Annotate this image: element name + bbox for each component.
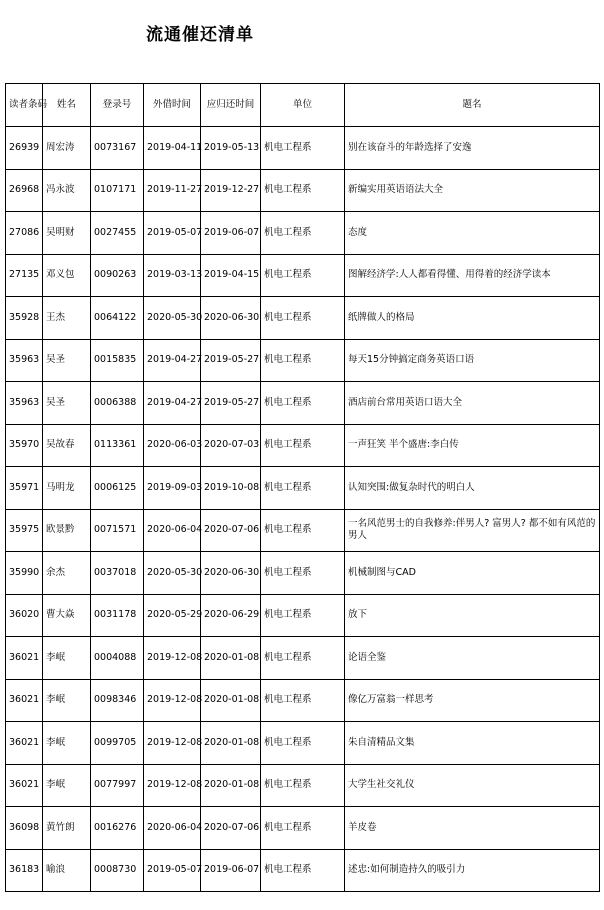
- cell-department: 机电工程系: [261, 807, 345, 850]
- cell-reader-name: 周宏涛: [43, 127, 91, 170]
- col-header-accession-no: 登录号: [91, 84, 144, 127]
- cell-accession-no: 0037018: [91, 552, 144, 595]
- cell-due-date: 2020-01-08: [201, 637, 261, 680]
- cell-reader-name: 吴故春: [43, 424, 91, 467]
- cell-accession-no: 0008730: [91, 849, 144, 892]
- cell-accession-no: 0064122: [91, 297, 144, 340]
- cell-reader-barcode: 35970: [6, 424, 43, 467]
- table-row: [6, 679, 600, 722]
- cell-book-title: 新编实用英语语法大全: [345, 169, 600, 212]
- cell-loan-date: 2019-05-07: [144, 212, 201, 255]
- cell-book-title: 羊皮卷: [345, 807, 600, 850]
- table-row: [6, 212, 600, 255]
- cell-department: 机电工程系: [261, 594, 345, 637]
- table-row: [6, 424, 600, 467]
- col-header-name: 姓名: [43, 84, 91, 127]
- cell-reader-barcode: 35963: [6, 339, 43, 382]
- cell-accession-no: 0107171: [91, 169, 144, 212]
- cell-reader-name: 李岷: [43, 637, 91, 680]
- cell-loan-date: 2019-05-07: [144, 849, 201, 892]
- cell-department: 机电工程系: [261, 722, 345, 765]
- cell-department: 机电工程系: [261, 169, 345, 212]
- cell-accession-no: 0031178: [91, 594, 144, 637]
- cell-accession-no: 0099705: [91, 722, 144, 765]
- cell-loan-date: 2020-06-04: [144, 807, 201, 850]
- col-header-due-date: 应归还时间: [201, 84, 261, 127]
- cell-book-title: 态度: [345, 212, 600, 255]
- table-row: [6, 594, 600, 637]
- cell-department: 机电工程系: [261, 552, 345, 595]
- cell-loan-date: 2019-12-08: [144, 637, 201, 680]
- cell-reader-name: 余杰: [43, 552, 91, 595]
- table-row: [6, 722, 600, 765]
- cell-loan-date: 2019-12-08: [144, 764, 201, 807]
- cell-reader-name: 喻浪: [43, 849, 91, 892]
- cell-due-date: 2019-06-07: [201, 212, 261, 255]
- cell-due-date: 2019-05-13: [201, 127, 261, 170]
- cell-reader-name: 李岷: [43, 722, 91, 765]
- cell-reader-barcode: 36098: [6, 807, 43, 850]
- cell-due-date: 2019-06-07: [201, 849, 261, 892]
- table-row: [6, 254, 600, 297]
- cell-book-title: 每天15分钟搞定商务英语口语: [345, 339, 600, 382]
- cell-department: 机电工程系: [261, 637, 345, 680]
- cell-book-title: 一声狂笑 半个盛唐:李白传: [345, 424, 600, 467]
- cell-department: 机电工程系: [261, 127, 345, 170]
- cell-accession-no: 0027455: [91, 212, 144, 255]
- cell-accession-no: 0016276: [91, 807, 144, 850]
- cell-department: 机电工程系: [261, 509, 345, 552]
- cell-reader-barcode: 26939: [6, 127, 43, 170]
- cell-due-date: 2020-01-08: [201, 722, 261, 765]
- cell-reader-barcode: 36183: [6, 849, 43, 892]
- cell-book-title: 别在该奋斗的年龄选择了安逸: [345, 127, 600, 170]
- cell-due-date: 2020-07-06: [201, 509, 261, 552]
- cell-department: 机电工程系: [261, 254, 345, 297]
- cell-loan-date: 2019-09-03: [144, 467, 201, 510]
- cell-department: 机电工程系: [261, 297, 345, 340]
- table-row: [6, 849, 600, 892]
- cell-loan-date: 2019-04-11: [144, 127, 201, 170]
- cell-reader-name: 欧景黔: [43, 509, 91, 552]
- document-title: 流通催还清单: [146, 25, 254, 45]
- cell-loan-date: 2019-12-08: [144, 679, 201, 722]
- cell-due-date: 2020-06-30: [201, 297, 261, 340]
- cell-due-date: 2020-01-08: [201, 679, 261, 722]
- cell-department: 机电工程系: [261, 467, 345, 510]
- table-row: [6, 339, 600, 382]
- cell-reader-barcode: 36021: [6, 679, 43, 722]
- cell-loan-date: 2019-11-27: [144, 169, 201, 212]
- cell-accession-no: 0015835: [91, 339, 144, 382]
- table-row: [6, 297, 600, 340]
- cell-book-title: 机械制图与CAD: [345, 552, 600, 595]
- cell-due-date: 2020-06-30: [201, 552, 261, 595]
- overdue-table: [5, 83, 600, 892]
- cell-reader-barcode: 27135: [6, 254, 43, 297]
- cell-accession-no: 0004088: [91, 637, 144, 680]
- cell-department: 机电工程系: [261, 679, 345, 722]
- cell-department: 机电工程系: [261, 382, 345, 425]
- cell-accession-no: 0071571: [91, 509, 144, 552]
- cell-reader-barcode: 26968: [6, 169, 43, 212]
- cell-due-date: 2019-12-27: [201, 169, 261, 212]
- cell-book-title: 认知突围:做复杂时代的明白人: [345, 467, 600, 510]
- cell-accession-no: 0090263: [91, 254, 144, 297]
- cell-accession-no: 0006125: [91, 467, 144, 510]
- cell-loan-date: 2019-04-27: [144, 382, 201, 425]
- col-header-loan-date: 外借时间: [144, 84, 201, 127]
- cell-loan-date: 2020-05-29: [144, 594, 201, 637]
- cell-due-date: 2020-06-29: [201, 594, 261, 637]
- cell-book-title: 像亿万富翁一样思考: [345, 679, 600, 722]
- col-header-reader-barcode: 读者条码: [6, 84, 43, 127]
- cell-accession-no: 0098346: [91, 679, 144, 722]
- cell-department: 机电工程系: [261, 849, 345, 892]
- cell-book-title: 纸牌做人的格局: [345, 297, 600, 340]
- cell-book-title: 酒店前台常用英语口语大全: [345, 382, 600, 425]
- cell-reader-name: 王杰: [43, 297, 91, 340]
- cell-reader-name: 马明龙: [43, 467, 91, 510]
- cell-book-title: 朱自清精品文集: [345, 722, 600, 765]
- table-row: [6, 764, 600, 807]
- cell-department: 机电工程系: [261, 212, 345, 255]
- cell-reader-name: 吴圣: [43, 382, 91, 425]
- table-row: [6, 169, 600, 212]
- cell-reader-barcode: 36021: [6, 764, 43, 807]
- cell-due-date: 2020-07-06: [201, 807, 261, 850]
- cell-reader-barcode: 36020: [6, 594, 43, 637]
- cell-accession-no: 0006388: [91, 382, 144, 425]
- col-header-book-title: 题名: [345, 84, 600, 127]
- cell-loan-date: 2019-04-27: [144, 339, 201, 382]
- cell-book-title: 一名风范男士的自我修养:伴男人? 富男人? 都不如有风范的男人: [345, 509, 600, 552]
- cell-loan-date: 2020-05-30: [144, 552, 201, 595]
- table-row: [6, 382, 600, 425]
- cell-book-title: 图解经济学:人人都看得懂、用得着的经济学读本: [345, 254, 600, 297]
- cell-accession-no: 0077997: [91, 764, 144, 807]
- table-row: [6, 467, 600, 510]
- cell-reader-name: 吴圣: [43, 339, 91, 382]
- cell-reader-barcode: 35963: [6, 382, 43, 425]
- cell-book-title: 论语全鉴: [345, 637, 600, 680]
- cell-department: 机电工程系: [261, 339, 345, 382]
- cell-loan-date: 2019-12-08: [144, 722, 201, 765]
- cell-reader-barcode: 27086: [6, 212, 43, 255]
- cell-due-date: 2020-07-03: [201, 424, 261, 467]
- cell-loan-date: 2020-06-04: [144, 509, 201, 552]
- col-header-department: 单位: [261, 84, 345, 127]
- cell-due-date: 2020-01-08: [201, 764, 261, 807]
- table-header-row: [6, 84, 600, 127]
- table-row: [6, 807, 600, 850]
- cell-due-date: 2019-04-15: [201, 254, 261, 297]
- cell-reader-barcode: 36021: [6, 637, 43, 680]
- cell-book-title: 述忠:如何制造持久的吸引力: [345, 849, 600, 892]
- table-row: [6, 509, 600, 552]
- cell-reader-name: 李岷: [43, 764, 91, 807]
- cell-due-date: 2019-10-08: [201, 467, 261, 510]
- cell-department: 机电工程系: [261, 424, 345, 467]
- cell-accession-no: 0113361: [91, 424, 144, 467]
- cell-due-date: 2019-05-27: [201, 339, 261, 382]
- cell-loan-date: 2020-05-30: [144, 297, 201, 340]
- cell-reader-name: 李岷: [43, 679, 91, 722]
- cell-reader-barcode: 35928: [6, 297, 43, 340]
- cell-reader-barcode: 36021: [6, 722, 43, 765]
- cell-reader-name: 曹大焱: [43, 594, 91, 637]
- cell-reader-name: 黄竹朗: [43, 807, 91, 850]
- cell-reader-name: 吴明财: [43, 212, 91, 255]
- cell-reader-name: 冯永波: [43, 169, 91, 212]
- table-row: [6, 127, 600, 170]
- cell-department: 机电工程系: [261, 764, 345, 807]
- cell-accession-no: 0073167: [91, 127, 144, 170]
- cell-due-date: 2019-05-27: [201, 382, 261, 425]
- table-row: [6, 552, 600, 595]
- cell-loan-date: 2020-06-03: [144, 424, 201, 467]
- cell-reader-barcode: 35990: [6, 552, 43, 595]
- cell-book-title: 大学生社交礼仪: [345, 764, 600, 807]
- cell-book-title: 放下: [345, 594, 600, 637]
- cell-reader-barcode: 35975: [6, 509, 43, 552]
- table-row: [6, 637, 600, 680]
- cell-reader-name: 邓义包: [43, 254, 91, 297]
- cell-loan-date: 2019-03-13: [144, 254, 201, 297]
- cell-reader-barcode: 35971: [6, 467, 43, 510]
